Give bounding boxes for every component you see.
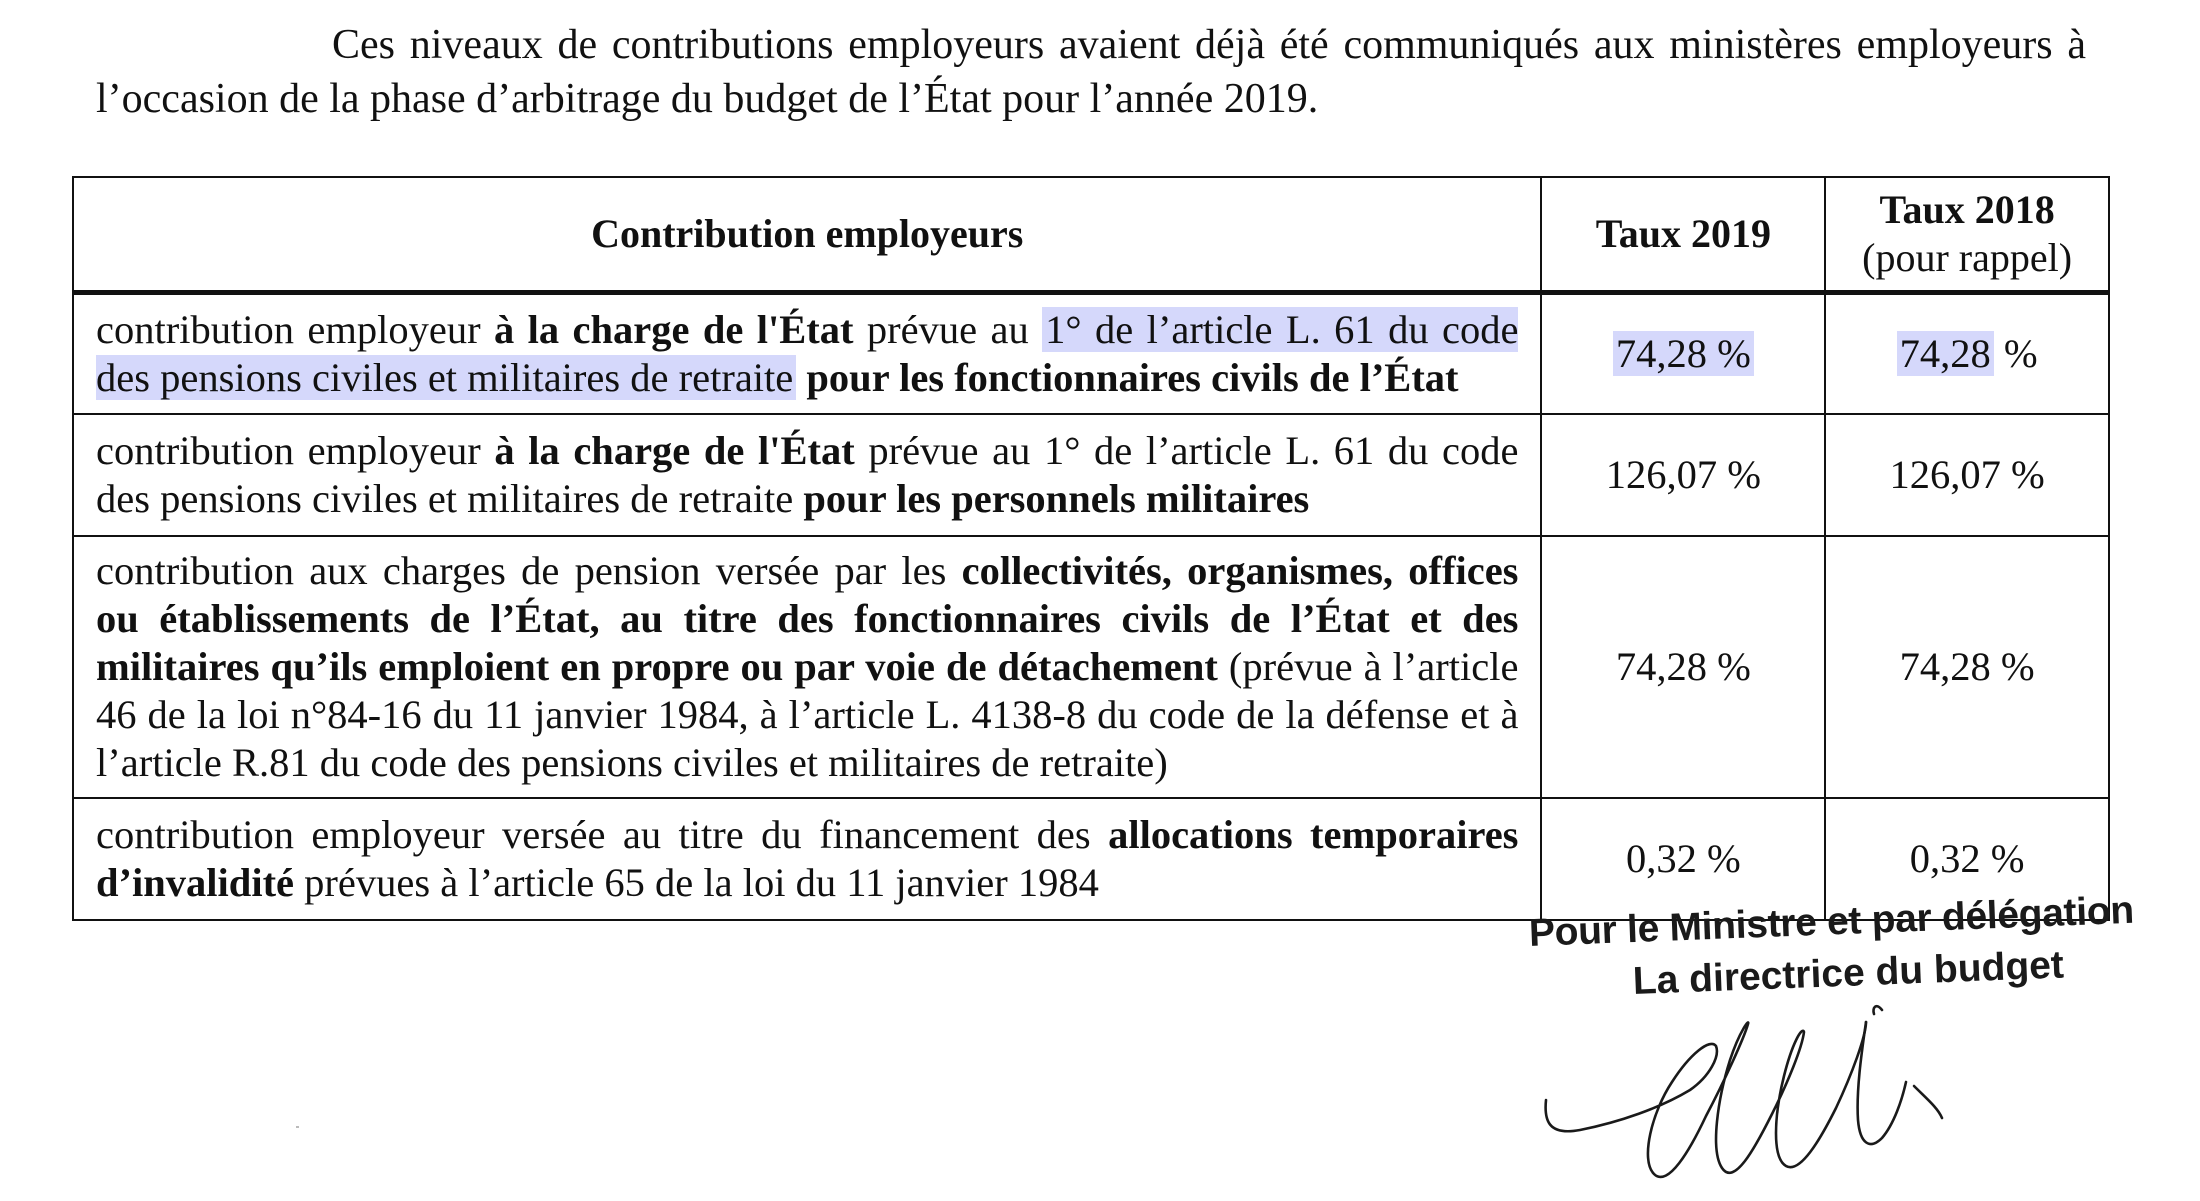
- handwritten-signature: [1540, 990, 2000, 1201]
- row-text-bold: collectivités, organismes, offices ou établissements de l’État, au titre des fonctionnaires civils de l’État et des militaires qu’ils emploient en propre ou par voie de détachement: [96, 548, 1519, 689]
- header-taux-2018-label: Taux 2018: [1879, 187, 2055, 232]
- rate-2019-cell[interactable]: [1541, 536, 1825, 798]
- header-taux-2019: [1541, 177, 1825, 293]
- row-description[interactable]: [73, 414, 1541, 536]
- rate-2019-value[interactable]: 74,28 %: [1613, 331, 1754, 376]
- row-description[interactable]: [73, 293, 1541, 415]
- row-description[interactable]: [73, 798, 1541, 920]
- header-contribution-label: Contribution employeurs: [591, 211, 1024, 256]
- rate-2018-cell[interactable]: [1825, 414, 2109, 536]
- contribution-rates-table: [72, 176, 2110, 921]
- row-text-bold: à la charge de l'État: [493, 307, 854, 352]
- table-row: [73, 536, 2109, 798]
- table-row: [73, 414, 2109, 536]
- row-text-bold: pour les personnels militaires: [803, 476, 1310, 521]
- row-text: prévue au: [853, 307, 1043, 352]
- row-text: contribution employeur: [96, 307, 494, 352]
- table-row: [73, 293, 2109, 415]
- row-text-bold: pour les fonctionnaires civils de l’État: [806, 355, 1459, 400]
- rate-2019-value: 126,07 %: [1605, 452, 1761, 497]
- rate-2018-value: 74,28 %: [1899, 644, 2035, 689]
- row-text-bold: à la charge de l'État: [494, 428, 855, 473]
- rate-2018-cell[interactable]: [1825, 293, 2109, 415]
- rate-2019-value: 74,28 %: [1615, 644, 1751, 689]
- selected-text[interactable]: 1° de l’article L. 61 du code des pensions civiles et militaires de retraite: [96, 307, 1519, 400]
- rate-2018-value: 0,32 %: [1909, 836, 2025, 881]
- rate-2018-unit: %: [1993, 331, 2038, 376]
- row-text-bold: allocations temporaires d’invalidité: [96, 812, 1519, 905]
- scan-speck: [296, 1126, 299, 1128]
- header-taux-2018-note: (pour rappel): [1862, 235, 2073, 280]
- row-text: contribution aux charges de pension versée par les: [96, 548, 962, 593]
- table-header-row: [73, 177, 2109, 293]
- row-text: contribution employeur: [96, 428, 495, 473]
- header-contribution: [73, 177, 1541, 293]
- row-text: [796, 355, 806, 400]
- rate-2019-cell[interactable]: [1541, 293, 1825, 415]
- row-text: (prévue à l’article 46 de la loi n°84-16 du 11 janvier 1984, à l’article L. 4138-8 du code de la défense et à l’article R.81 du code des pensions civiles et militaires de retraite): [96, 644, 1519, 785]
- rate-2018-value[interactable]: 74,28: [1897, 331, 1994, 376]
- row-description[interactable]: [73, 536, 1541, 798]
- header-taux-2018: [1825, 177, 2109, 293]
- rate-2018-cell[interactable]: [1825, 536, 2109, 798]
- header-taux-2019-label: Taux 2019: [1595, 211, 1771, 256]
- rate-2018-value: 126,07 %: [1889, 452, 2045, 497]
- rate-2019-value: 0,32 %: [1625, 836, 1741, 881]
- row-text: prévues à l’article 65 de la loi du 11 janvier 1984: [294, 860, 1099, 905]
- signature-authority-line: Pour le Ministre et par délégation: [1528, 888, 2135, 955]
- row-text: prévue au 1° de l’article L. 61 du code des pensions civiles et militaires de retraite: [96, 428, 1519, 521]
- intro-paragraph: Ces niveaux de contributions employeurs avaient déjà été communiqués aux ministères employeurs à l’occasion de la phase d’arbitrage du budget de l’État pour l’année 2019.: [96, 22, 2086, 122]
- signature-title-line: La directrice du budget: [1632, 943, 2065, 1004]
- row-text: contribution employeur versée au titre du financement des: [96, 812, 1109, 857]
- rate-2019-cell[interactable]: [1541, 414, 1825, 536]
